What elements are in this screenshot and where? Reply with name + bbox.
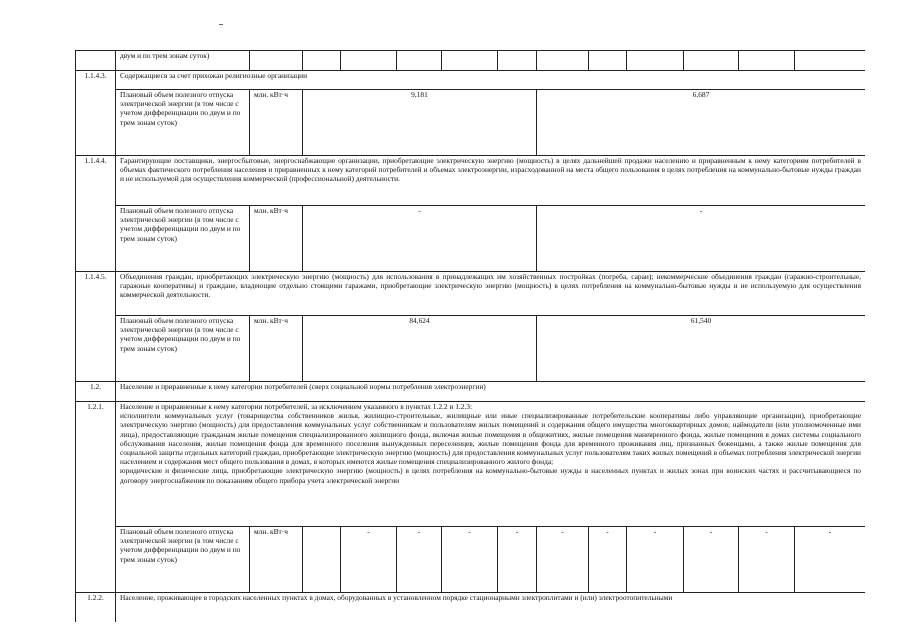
value-cell: [739, 51, 795, 71]
value-first-half: -: [303, 206, 537, 272]
row-label: двум и по трем зонам суток): [116, 51, 250, 71]
section-row-1-1-4-3: [76, 71, 866, 90]
unit-cell: млн. кВт·ч: [250, 527, 303, 593]
value-cell: [795, 51, 866, 71]
tariff-table-page: [75, 50, 865, 622]
section-row-1-1-4-5: [76, 272, 866, 316]
value-cell: -: [627, 527, 684, 593]
unit-cell: млн. кВт·ч: [250, 316, 303, 382]
value-cell: [498, 51, 537, 71]
tariff-table: [75, 50, 865, 622]
section-number: 1.2.2.: [76, 593, 116, 623]
section-description: [116, 402, 866, 527]
unit-cell: млн. кВт·ч: [250, 206, 303, 272]
value-cell: -: [684, 527, 739, 593]
value-cell: [589, 51, 627, 71]
value-cell: -: [537, 527, 589, 593]
value-cell: [684, 51, 739, 71]
value-first-half: 9,181: [303, 90, 537, 156]
value-second-half: -: [537, 206, 866, 272]
value-second-half: 6,687: [537, 90, 866, 156]
section-description: Гарантирующие поставщики, энергосбытовые, энергоснабжающие организации, приобретающие электрическую энергию (мощность) в целях дальнейшей продажи населению и приравненным к нему категориям потребителей в объемах фактического потребления населения и приравненных к нему категорий потребителей и объемах электроэнергии, израсходованной на места общего пользования в целях потребления на коммунально-бытовые нужды граждан и не используемой для осуществления коммерческой (профессиональной) деятельности.: [116, 156, 866, 206]
value-cell: -: [589, 527, 627, 593]
section-row-1-2-2: [76, 593, 866, 623]
plan-row: [76, 206, 866, 272]
section-description: Объединения граждан, приобретающих электрическую энергию (мощность) для использования в принадлежащих им хозяйственных постройках (погреба, сараи); некоммерческие объединения граждан (гаражно-строительные, гаражные кооперативы) и граждане, владеющие отдельно стоящими гаражами, приобретающие электрическую энергию (мощность) в целях потребления на коммунально-бытовые нужды и не используемую для осуществления коммерческой деятельности.: [116, 272, 866, 316]
section-row-1-2: [76, 382, 866, 402]
value-cell: -: [498, 527, 537, 593]
section-number: 1.2.1.: [76, 402, 116, 593]
section-row-1-2-1: [76, 402, 866, 527]
plan-row: [76, 90, 866, 156]
section-number: 1.1.4.5.: [76, 272, 116, 382]
value-second-half: 61,540: [537, 316, 866, 382]
section-description: Содержащиеся за счет прихожан религиозные организации: [116, 71, 866, 90]
plan-row: [76, 316, 866, 382]
value-cell: -: [739, 527, 795, 593]
table-row: [76, 51, 866, 71]
section-description: Население и приравненные к нему категории потребителей (сверх социальной нормы потребления электроэнергии): [116, 382, 866, 402]
value-cell: [341, 51, 397, 71]
value-cell: [397, 51, 442, 71]
value-cell: [627, 51, 684, 71]
unit-cell: [250, 51, 303, 71]
section-description: Население, проживающее в городских населенных пунктах в домах, оборудованных в установленном порядке стационарными электроплитами и (или) электроотопительными: [116, 593, 866, 623]
value-cell: -: [341, 527, 397, 593]
section-row-1-1-4-4: [76, 156, 866, 206]
scan-mark: [219, 24, 223, 25]
value-cell: [303, 51, 341, 71]
plan-volume-label: Плановый объем полезного отпуска электрической энергии (в том числе с учетом дифференциации по двум и по трем зонам суток): [116, 206, 250, 272]
value-cell: [442, 51, 498, 71]
section-number: 1.1.4.3.: [76, 71, 116, 156]
description-line: исполнители коммунальных услуг (товарищества собственников жилья, жилищно-строительные, жилищные или иные специализированные потребительские кооперативы либо управляющие организации), приобретающие электрическую энергию (мощность) для предоставления коммунальных услуг собственникам и пользователям жилых помещений и содержания общего имущества многоквартирных домов; наймодатели (или уполномоченные ими лица), предоставляющие гражданам жилые помещения специализированного жилищного фонда, включая жилые помещения в общежитиях, жилые помещения маневренного фонда, жилые помещения в домах системы социального обслуживания населения, жилые помещения фонда для временного поселения вынужденных переселенцев, жилые помещения фонда для временного проживания лиц, признанных беженцами, а также жилые помещения для социальной защиты отдельных категорий граждан, приобретающие электрическую энергию (мощность) для предоставления коммунальных услуг пользователям таких жилых помещений в объемах потребления электрической энергии населением и содержания мест общего пользования в домах, в которых имеются жилые помещения специализированного жилого фонда;: [120, 411, 861, 467]
description-line: Население и приравненные к нему категории потребителей, за исключением указанного в пунктах 1.2.2 и 1.2.3:: [120, 402, 473, 411]
value-cell: -: [397, 527, 442, 593]
value-first-half: 84,624: [303, 316, 537, 382]
value-cell: [303, 527, 341, 593]
plan-volume-label: Плановый объем полезного отпуска электрической энергии (в том числе с учетом дифференциации по двум и по трем зонам суток): [116, 527, 250, 593]
section-number: 1.2.: [76, 382, 116, 402]
plan-volume-label: Плановый объем полезного отпуска электрической энергии (в том числе с учетом дифференциации по двум и по трем зонам суток): [116, 90, 250, 156]
row-number: [76, 51, 116, 71]
section-number: 1.1.4.4.: [76, 156, 116, 272]
plan-volume-label: Плановый объем полезного отпуска электрической энергии (в том числе с учетом дифференциации по двум и по трем зонам суток): [116, 316, 250, 382]
description-line: юридические и физические лица, приобретающие электрическую энергию (мощность) в целях потребления на коммунально-бытовые нужды в населенных пунктах и жилых зонах при воинских частях и рассчитывающиеся по договору энергоснабжения по показаниям общего прибора учета электрической энергии: [120, 466, 861, 485]
value-cell: [537, 51, 589, 71]
unit-cell: млн. кВт·ч: [250, 90, 303, 156]
value-cell: -: [442, 527, 498, 593]
value-cell: -: [795, 527, 866, 593]
plan-row: [76, 527, 866, 593]
